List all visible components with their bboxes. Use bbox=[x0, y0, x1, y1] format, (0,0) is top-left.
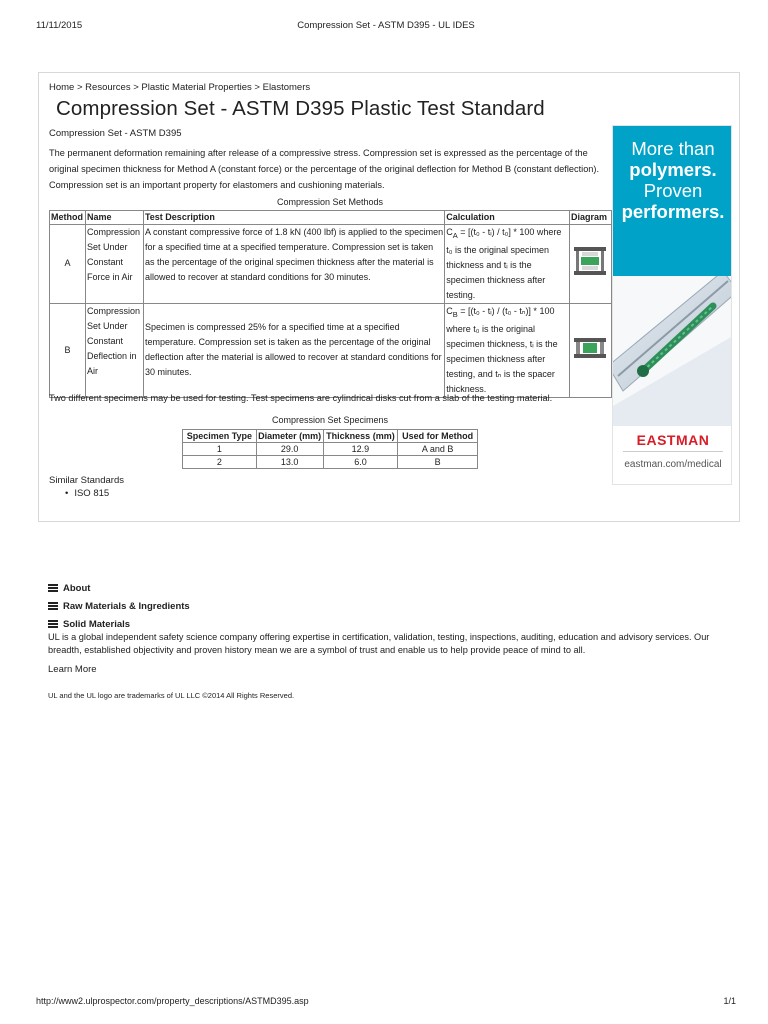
diagram-cell bbox=[569, 303, 611, 397]
ad-line-2: polymers. bbox=[629, 159, 717, 180]
method-cell: A bbox=[50, 225, 86, 304]
content-panel bbox=[38, 72, 740, 522]
thickness-cell: 12.9 bbox=[323, 443, 398, 456]
specimen-note: Two different specimens may be used for testing. Test specimens are cylindrical disks cut from a slab of the testing material. bbox=[49, 393, 553, 403]
nav-raw-materials[interactable]: Raw Materials & Ingredients bbox=[48, 597, 190, 615]
print-date: 11/11/2015 bbox=[36, 20, 83, 31]
description: The permanent deformation remaining after release of a compressive stress. Compression set is expressed as the percentage of the original specimen thickness for Method A (constant force) or the percentage of the original deflection for Method B (constant deflection). Compression set is an important property for elastomers and cushioning materials. bbox=[49, 148, 600, 190]
name-cell: Compression Set Under Constant Force in Air bbox=[85, 225, 143, 304]
learn-more-link[interactable]: Learn More bbox=[48, 664, 97, 675]
description-cell: A constant compressive force of 1.8 kN (400 lbf) is applied to the specimen for a specified time at a specified temperature. Compression set is taken as the percentage of the original specimen thickness after the material is allowed to recover at standard conditions for 30 minutes. bbox=[143, 225, 444, 304]
col-used-for-method: Used for Method bbox=[398, 430, 478, 443]
nav-solid-materials[interactable]: Solid Materials bbox=[48, 615, 190, 633]
col-thickness: Thickness (mm) bbox=[323, 430, 398, 443]
table-row bbox=[183, 443, 478, 456]
ad-divider bbox=[623, 451, 723, 452]
eastman-logo: EASTMAN bbox=[636, 432, 710, 448]
ad-url[interactable]: eastman.com/medical bbox=[624, 459, 722, 470]
ad-line-1: More than bbox=[631, 138, 715, 159]
diameter-cell: 13.0 bbox=[256, 456, 323, 469]
trademark-notice: UL and the UL logo are trademarks of UL LLC ©2014 All Rights Reserved. bbox=[48, 691, 295, 700]
description-cell: Specimen is compressed 25% for a specified time at a specified temperature. Compression set is taken as the percentage of the original deflection after the material is allowed to recover at standard conditions for 30 minutes. bbox=[143, 303, 444, 397]
method-cell: B bbox=[50, 303, 86, 397]
col-diameter: Diameter (mm) bbox=[258, 431, 322, 441]
print-title: Compression Set - ASTM D395 - UL IDES bbox=[297, 20, 475, 31]
print-header bbox=[36, 20, 736, 34]
specimens-table-caption: Compression Set Specimens bbox=[271, 415, 389, 425]
method-a-diagram-icon bbox=[572, 243, 608, 279]
table-row bbox=[183, 456, 478, 469]
col-calculation: Calculation bbox=[445, 211, 570, 225]
table-row bbox=[50, 303, 612, 397]
specimen-type-cell: 2 bbox=[183, 456, 257, 469]
col-test-description: Test Description bbox=[143, 211, 444, 225]
calculation-cell: $C_B = [(t_0$ - tᵢ) / (t₀ - tₙ)] * 100 where t₀ is the original specimen thickness, tᵢ is the specimen thickness after testing, and tₙ is the spacer thickness. bbox=[445, 303, 570, 397]
similar-standards-list bbox=[65, 488, 109, 499]
footer-nav bbox=[48, 579, 190, 633]
used-for-cell: A and B bbox=[398, 443, 478, 456]
ad-banner bbox=[613, 126, 732, 284]
page-title: Compression Set - ASTM D395 Plastic Test Standard bbox=[56, 97, 545, 120]
breadcrumb-home[interactable]: Home bbox=[49, 82, 75, 93]
specimens-header-row bbox=[183, 430, 478, 443]
table-row bbox=[50, 225, 612, 304]
method-b-diagram-icon bbox=[572, 335, 608, 361]
used-for-cell: B bbox=[398, 456, 478, 469]
methods-header-row bbox=[50, 211, 612, 225]
diameter-cell: 29.0 bbox=[256, 443, 323, 456]
print-url: http://www2.ulprospector.com/property_descriptions/ASTMD395.asp bbox=[36, 996, 309, 1006]
eastman-advertisement[interactable] bbox=[612, 125, 732, 485]
name-cell: Compression Set Under Constant Deflection in Air bbox=[85, 303, 143, 397]
print-page-number: 1/1 bbox=[723, 996, 736, 1006]
menu-icon bbox=[48, 584, 58, 592]
calculation-cell: $C_A = [(t_0$ - tᵢ) / t₀] * 100 where t₀ is the original specimen thickness and tᵢ is the specimen thickness after testing. bbox=[445, 225, 570, 304]
similar-standards-title: Similar Standards bbox=[49, 475, 124, 486]
col-specimen-type: Specimen Type bbox=[183, 430, 257, 443]
print-footer bbox=[36, 996, 736, 1010]
breadcrumb: Home > Resources > Plastic Material Properties > Elastomers bbox=[49, 82, 311, 93]
methods-table bbox=[49, 210, 612, 398]
ad-line-4: performers. bbox=[621, 201, 725, 222]
list-item[interactable]: • ISO 815 bbox=[65, 488, 109, 499]
ad-line-3: Proven bbox=[643, 180, 703, 201]
page-subtitle: Compression Set - ASTM D395 bbox=[49, 128, 182, 139]
menu-icon bbox=[48, 602, 58, 610]
methods-table-caption: Compression Set Methods bbox=[276, 197, 384, 207]
breadcrumb-elastomers[interactable]: Elastomers bbox=[262, 82, 311, 93]
medical-device-image bbox=[613, 276, 732, 426]
breadcrumb-plastic-properties[interactable]: Plastic Material Properties bbox=[141, 82, 252, 93]
thickness-cell: 6.0 bbox=[323, 456, 398, 469]
diagram-cell bbox=[569, 225, 611, 304]
specimens-table bbox=[182, 429, 478, 469]
col-method: Method bbox=[50, 211, 86, 225]
menu-icon bbox=[48, 620, 58, 628]
breadcrumb-resources[interactable]: Resources bbox=[85, 82, 131, 93]
about-text: UL is a global independent safety science company offering expertise in certification, validation, testing, inspections, auditing, education and advisory services. Our breadth, established objectivity and proven history mean we are a symbol of trust and enable us to help provide peace of mind to all. bbox=[48, 632, 710, 655]
col-name: Name bbox=[85, 211, 143, 225]
col-diagram: Diagram bbox=[569, 211, 611, 225]
specimen-type-cell: 1 bbox=[183, 443, 257, 456]
nav-about[interactable]: About bbox=[48, 579, 190, 597]
